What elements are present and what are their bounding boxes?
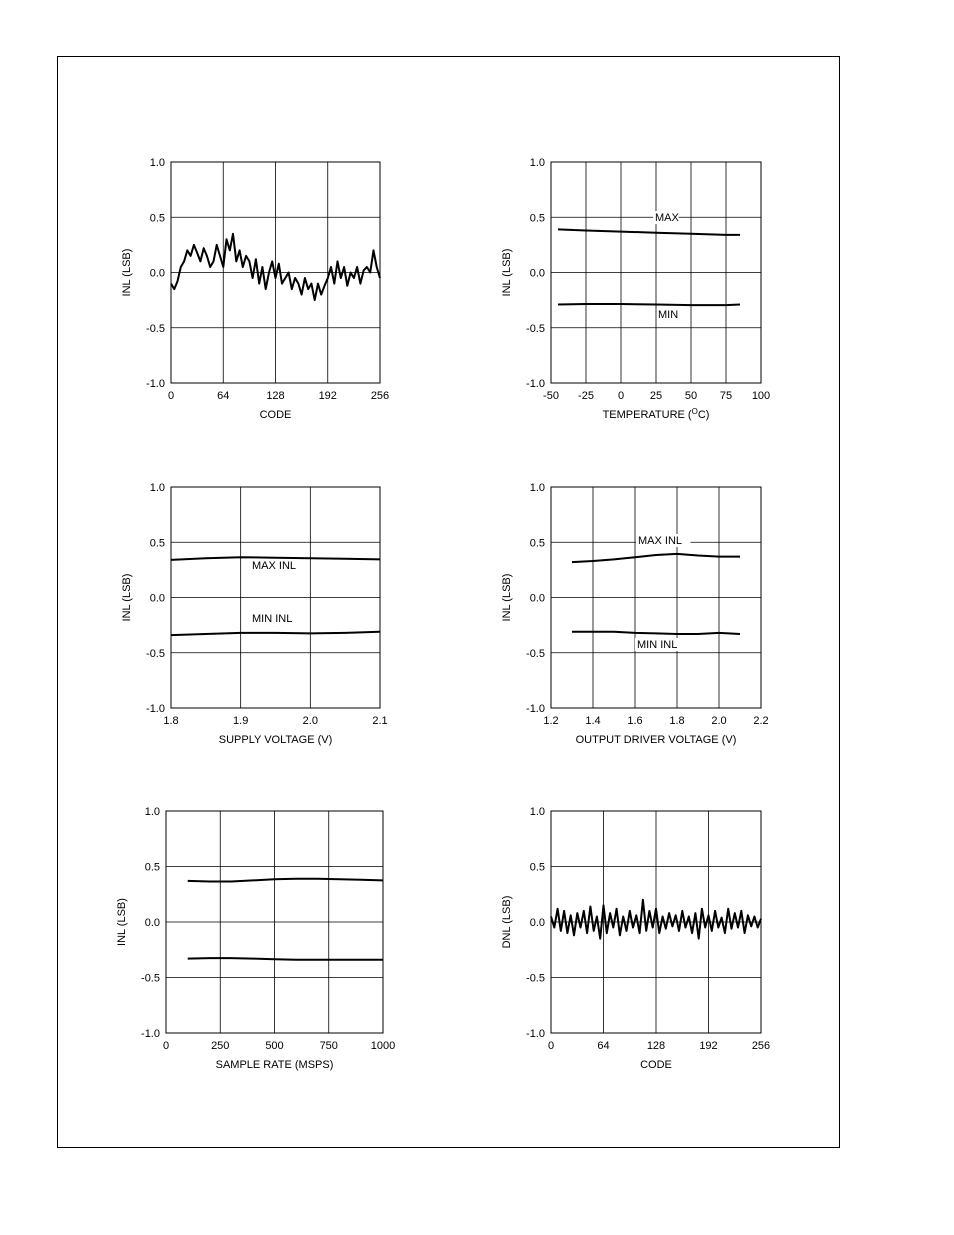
x-tick-label: 1.9 xyxy=(233,715,249,727)
y-tick-label: -0.5 xyxy=(526,322,545,335)
y-tick-label: 0.5 xyxy=(529,537,545,550)
x-tick-label: 256 xyxy=(751,1040,771,1052)
y-tick-label: -0.5 xyxy=(141,972,160,985)
series-label: MIN INL xyxy=(252,613,293,625)
y-tick-label: 1.0 xyxy=(529,482,545,494)
x-tick-label: 0 xyxy=(167,390,175,402)
x-tick-label: 2.2 xyxy=(753,715,769,727)
series-line xyxy=(572,554,740,562)
x-tick-label: 64 xyxy=(217,390,230,402)
y-axis-title: INL (LSB) xyxy=(501,573,513,622)
series-label: MAX INL xyxy=(252,560,297,572)
x-axis-title: TEMPERATURE ($^O$C) xyxy=(602,407,710,421)
y-tick-label: 0.0 xyxy=(149,592,165,605)
y-tick-label: 1.0 xyxy=(529,157,545,169)
y-tick-label: 0.0 xyxy=(149,267,165,280)
y-tick-label: -1.0 xyxy=(146,378,165,390)
x-tick-label: 1.4 xyxy=(585,715,601,727)
y-tick-label: 0.0 xyxy=(529,592,545,605)
y-tick-label: 0.5 xyxy=(149,537,165,550)
y-tick-label: -1.0 xyxy=(141,1028,160,1040)
series-label: MAX xyxy=(655,212,679,224)
y-tick-label: 0.5 xyxy=(149,212,165,225)
x-axis-title: SAMPLE RATE (MSPS) xyxy=(215,1059,334,1071)
y-axis-title: INL (LSB) xyxy=(501,248,513,297)
x-tick-label: 25 xyxy=(649,390,663,402)
x-tick-label: 64 xyxy=(597,1040,610,1052)
x-tick-label: 500 xyxy=(265,1040,284,1052)
x-tick-label: 1.2 xyxy=(543,715,559,727)
series-line xyxy=(171,632,380,635)
y-tick-label: 1.0 xyxy=(529,806,545,818)
x-tick-label: 2.0 xyxy=(302,715,318,727)
y-tick-label: -0.5 xyxy=(146,647,165,660)
y-tick-label: -0.5 xyxy=(526,647,545,660)
x-tick-label: 75 xyxy=(719,390,733,402)
y-tick-label: 1.0 xyxy=(149,157,165,169)
series-line xyxy=(572,632,740,634)
series-line xyxy=(188,958,383,960)
x-axis-title: SUPPLY VOLTAGE (V) xyxy=(218,734,333,746)
x-tick-label: 100 xyxy=(751,390,771,402)
x-axis-title: CODE xyxy=(259,409,292,421)
y-tick-label: -0.5 xyxy=(146,322,165,335)
y-tick-label: -0.5 xyxy=(526,972,545,985)
x-tick-label: 128 xyxy=(266,390,285,402)
x-tick-label: 128 xyxy=(646,1040,666,1052)
x-tick-label: 192 xyxy=(318,390,337,402)
x-tick-label: 0 xyxy=(617,390,625,402)
x-tick-label: 50 xyxy=(684,390,698,402)
y-tick-label: 0.0 xyxy=(529,267,545,280)
x-tick-label: 2.0 xyxy=(711,715,727,727)
y-tick-label: 0.5 xyxy=(529,861,545,874)
y-axis-title: DNL (LSB) xyxy=(501,895,513,949)
x-tick-label: 250 xyxy=(211,1040,230,1052)
x-tick-label: 1.8 xyxy=(669,715,685,727)
y-tick-label: 0.5 xyxy=(144,861,160,874)
y-tick-label: -1.0 xyxy=(526,378,545,390)
series-line xyxy=(558,304,740,305)
x-tick-label: 0 xyxy=(162,1040,170,1052)
y-tick-label: 1.0 xyxy=(144,806,160,818)
y-tick-label: 0.0 xyxy=(144,917,160,929)
series-label: MIN xyxy=(658,309,679,321)
x-tick-label: 2.1 xyxy=(372,715,388,727)
y-axis-title: INL (LSB) xyxy=(116,898,128,946)
x-tick-label: 1000 xyxy=(370,1040,396,1052)
x-tick-label: 750 xyxy=(319,1040,338,1052)
x-tick-label: 192 xyxy=(699,1040,718,1052)
series-line xyxy=(558,229,740,235)
y-axis-title: INL (LSB) xyxy=(121,248,133,297)
series-line xyxy=(188,879,383,882)
y-tick-label: 0.5 xyxy=(529,212,545,225)
y-tick-label: -1.0 xyxy=(526,1028,545,1040)
x-tick-label: 0 xyxy=(547,1040,555,1052)
x-axis-title: OUTPUT DRIVER VOLTAGE (V) xyxy=(575,734,737,746)
y-tick-label: -1.0 xyxy=(526,703,545,715)
x-tick-label: -50 xyxy=(543,390,559,402)
y-tick-label: 0.0 xyxy=(529,917,545,929)
y-tick-label: 1.0 xyxy=(149,482,165,494)
x-tick-label: 1.6 xyxy=(627,715,643,727)
series-label: MIN INL xyxy=(637,639,678,651)
y-axis-title: INL (LSB) xyxy=(121,573,133,622)
x-tick-label: -25 xyxy=(578,390,594,402)
x-axis-title: CODE xyxy=(640,1059,672,1071)
x-tick-label: 256 xyxy=(370,390,390,402)
x-tick-label: 1.8 xyxy=(163,715,179,727)
series-label: MAX INL xyxy=(638,535,683,547)
y-tick-label: -1.0 xyxy=(146,703,165,715)
